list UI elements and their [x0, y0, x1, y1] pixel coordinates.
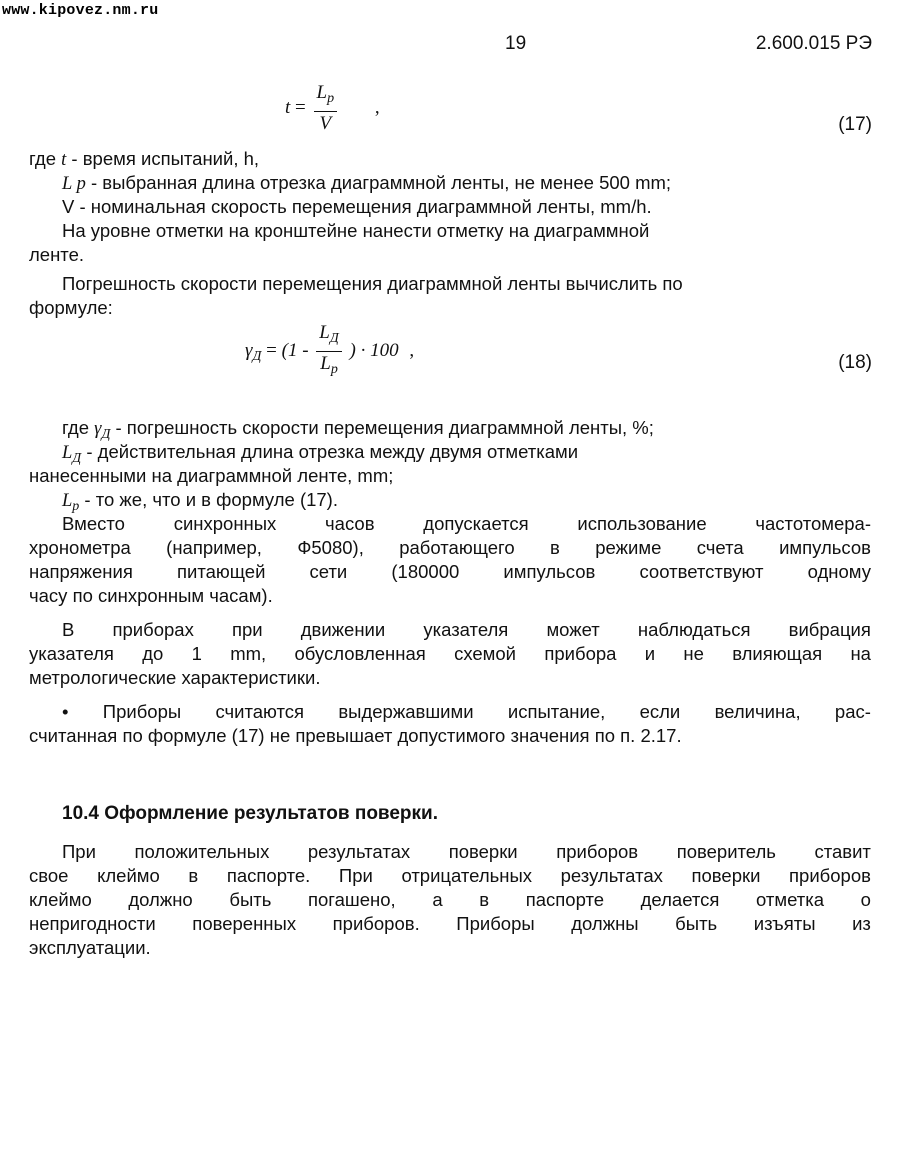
word: величина,	[714, 701, 801, 722]
word: паспорте.	[226, 865, 311, 886]
word: При	[338, 865, 373, 886]
word: может	[546, 619, 600, 640]
word: указателя	[29, 643, 114, 664]
formula-18-numerator: $L_Д$	[316, 322, 342, 352]
word: вибрация	[788, 619, 871, 640]
paragraph-mark-line-1: На уровне отметки на кронштейне нанести отметку на диаграммной	[62, 220, 650, 241]
definition-ld-continued: нанесенными на диаграммной ленте, mm;	[29, 465, 394, 486]
word: обусловленная	[294, 643, 426, 664]
word: соответствуют	[639, 561, 764, 582]
word: При	[62, 841, 96, 862]
word: поверенных	[192, 913, 297, 934]
formula-17-trailing: ,	[374, 96, 380, 118]
paragraph-results-line-3	[29, 888, 871, 912]
paragraph-results-line-4	[29, 912, 871, 936]
formula-18-equals: =	[266, 339, 277, 361]
formula-17-lhs: t	[285, 96, 291, 118]
paragraph-error-line-2: формуле:	[29, 297, 113, 318]
word: схемой	[454, 643, 517, 664]
paragraph-pass-line-1	[62, 700, 871, 724]
formula-17-fraction	[314, 82, 338, 135]
section-heading: 10.4 Оформление результатов поверки.	[62, 803, 439, 824]
word: отрицательных	[401, 865, 533, 886]
word: работающего	[399, 537, 515, 558]
paragraph-vibration-line-1	[62, 618, 871, 642]
formula-18-close: ) · 100	[349, 339, 399, 361]
word: частотомера-	[755, 513, 871, 534]
formula-18-denominator: $L_p$	[320, 353, 338, 377]
word: свое	[29, 865, 69, 886]
definition-v: V - номинальная скорость перемещения диаграммной ленты, mm/h.	[62, 196, 652, 217]
word: (180000	[391, 561, 460, 582]
word: счета	[696, 537, 744, 558]
word: не	[683, 643, 704, 664]
word: клеймо	[29, 889, 92, 910]
word: синхронных	[173, 513, 277, 534]
word: быть	[675, 913, 718, 934]
word: поверки	[691, 865, 761, 886]
paragraph-results-line-2	[29, 864, 871, 888]
formula-17-denominator: V	[319, 113, 332, 134]
word: результатах	[560, 865, 663, 886]
formula-18-open: (1 -	[281, 339, 309, 361]
word: из	[852, 913, 871, 934]
word: движении	[300, 619, 386, 640]
word: импульсов	[779, 537, 871, 558]
word: результатах	[307, 841, 411, 862]
word: режиме	[595, 537, 662, 558]
word: напряжения	[29, 561, 133, 582]
formula-18	[245, 322, 414, 381]
document-code: 2.600.015 РЭ	[755, 33, 872, 54]
word: если	[639, 701, 681, 722]
site-url: www.kipovez.nm.ru	[2, 2, 159, 19]
definition-lp: L p - выбранная длина отрезка диаграммной ленты, не менее 500 mm;	[62, 172, 672, 194]
formula-18-lhs: $\gamma_Д$	[245, 339, 262, 364]
formula-18-fraction	[316, 322, 342, 381]
formula-18-trailing: ,	[409, 339, 415, 361]
paragraph-pass-line-2: считанная по формуле (17) не превышает допустимого значения по п. 2.17.	[29, 725, 682, 746]
word: поверитель	[676, 841, 776, 862]
word: питающей	[176, 561, 266, 582]
word: при	[231, 619, 263, 640]
paragraph-vibration-line-2	[29, 642, 871, 666]
word: ставит	[814, 841, 871, 862]
word: •	[62, 701, 69, 722]
word: а	[432, 889, 443, 910]
word: допускается	[423, 513, 529, 534]
word: на	[850, 643, 871, 664]
definition-lp-ref: $L_p$ - то же, что и в формуле (17).	[62, 489, 338, 514]
word: клеймо	[97, 865, 160, 886]
word: испытание,	[507, 701, 606, 722]
definition-ld: $L_Д$ - действительная длина отрезка между двумя отметками	[62, 441, 579, 466]
word: поверки	[448, 841, 518, 862]
word: непригодности	[29, 913, 156, 934]
word: Ф5080),	[297, 537, 364, 558]
word: одному	[807, 561, 871, 582]
word: приборах	[112, 619, 194, 640]
formula-17-number: (17)	[838, 114, 872, 135]
paragraph-chrono-line-3	[29, 560, 871, 584]
definition-gamma: где $\gamma_Д$ - погрешность скорости перемещения диаграммной ленты, %;	[62, 417, 654, 442]
word: приборов	[556, 841, 639, 862]
formula-17-equals: =	[295, 96, 306, 118]
word: рас-	[834, 701, 871, 722]
paragraph-chrono-line-4: часу по синхронным часам).	[29, 585, 273, 606]
word: о	[860, 889, 871, 910]
word: паспорте	[525, 889, 605, 910]
definition-t: где t - время испытаний, h,	[29, 148, 260, 170]
word: считаются	[215, 701, 305, 722]
word: использование	[577, 513, 707, 534]
formula-17	[285, 82, 380, 135]
page-number: 19	[505, 33, 527, 54]
word: делается	[640, 889, 720, 910]
formula-17-numerator: $L_p$	[314, 82, 338, 112]
word: в	[550, 537, 560, 558]
word: указателя	[423, 619, 509, 640]
word: должны	[571, 913, 639, 934]
word: влияющая	[732, 643, 823, 664]
word: (например,	[166, 537, 262, 558]
formula-18-number: (18)	[838, 352, 872, 373]
word: импульсов	[503, 561, 596, 582]
word: приборов	[789, 865, 871, 886]
word: В	[62, 619, 75, 640]
word: отметка	[756, 889, 825, 910]
word: Вместо	[62, 513, 125, 534]
word: положительных	[134, 841, 270, 862]
word: сети	[309, 561, 348, 582]
word: 1	[191, 643, 202, 664]
word: погашено,	[307, 889, 396, 910]
paragraph-chrono-line-1	[62, 512, 871, 536]
word: должно	[128, 889, 193, 910]
paragraph-vibration-line-3: метрологические характеристики.	[29, 667, 321, 688]
word: выдержавшими	[338, 701, 474, 722]
paragraph-mark-line-2: ленте.	[29, 244, 84, 265]
paragraph-results-line-1	[62, 840, 871, 864]
paragraph-error-line-1: Погрешность скорости перемещения диаграммной ленты вычислить по	[62, 273, 683, 294]
word: приборов.	[332, 913, 420, 934]
paragraph-results-line-5: эксплуатации.	[29, 937, 151, 958]
word: прибора	[544, 643, 617, 664]
word: наблюдаться	[637, 619, 751, 640]
word: изъяты	[753, 913, 816, 934]
word: в	[188, 865, 199, 886]
word: и	[644, 643, 656, 664]
word: до	[142, 643, 164, 664]
word: в	[479, 889, 490, 910]
word: часов	[325, 513, 375, 534]
word: Приборы	[102, 701, 182, 722]
word: Приборы	[456, 913, 535, 934]
word: mm,	[230, 643, 267, 664]
paragraph-chrono-line-2	[29, 536, 871, 560]
word: быть	[229, 889, 272, 910]
word: хронометра	[29, 537, 131, 558]
